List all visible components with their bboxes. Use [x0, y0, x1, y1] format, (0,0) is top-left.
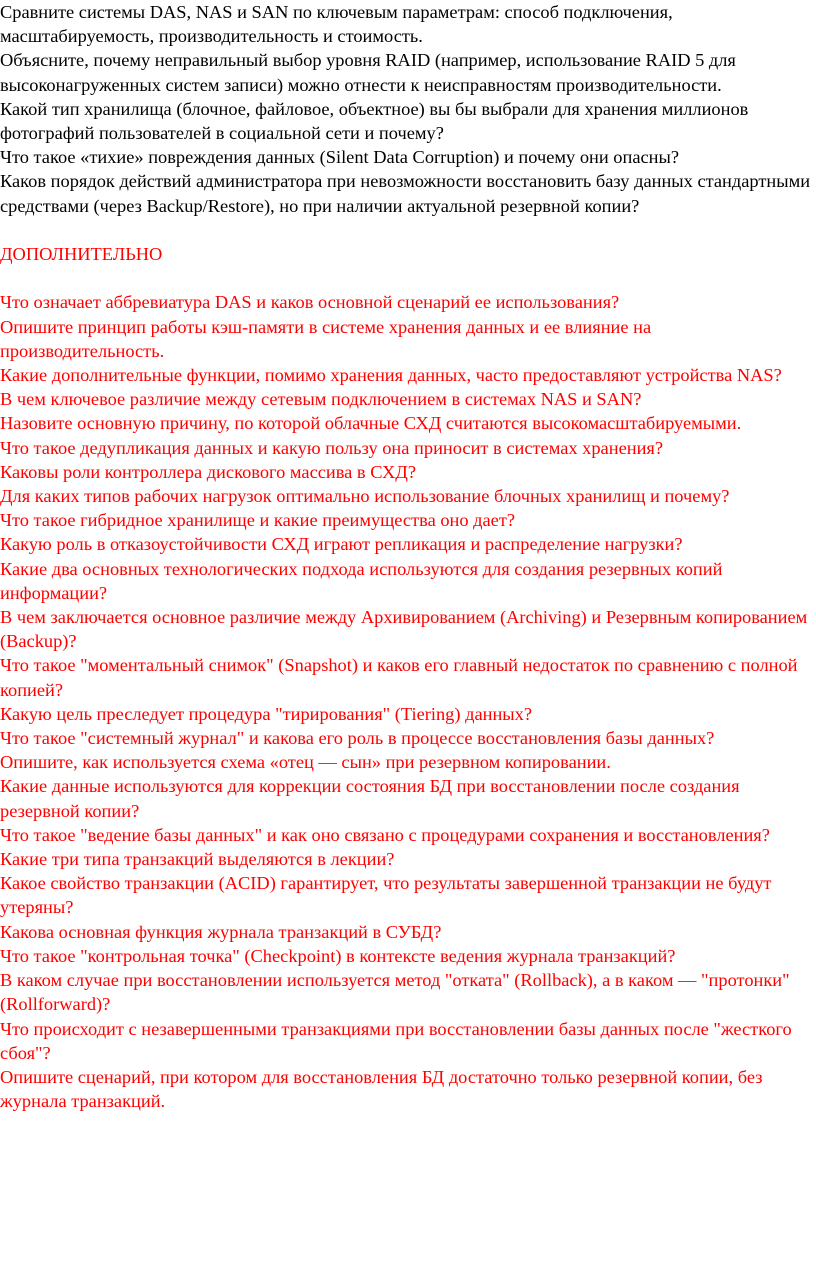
question: Какие дополнительные функции, помимо хранения данных, часто предоставляют устройства NAS? — [0, 365, 782, 386]
question: Опишите сценарий, при котором для восстановления БД достаточно только резервной копии, без журнала транзакций. — [0, 1066, 763, 1112]
question: Что такое "моментальный снимок" (Snapshot) и каков его главный недостаток по сравнению с полной копией? — [0, 655, 798, 700]
question: Объясните, почему неправильный выбор уровня RAID (например, использование RAID 5 для высоконагруженных систем записи) можно отнести к неисправностям производительности. — [0, 50, 736, 95]
question: Какой тип хранилища (блочное, файловое, объектное) вы бы выбрали для хранения миллионов фотографий пользователей в социальной сети и почему? — [0, 98, 749, 144]
question: Опишите принцип работы кэш-памяти в системе хранения данных и ее влияние на производительность. — [0, 316, 652, 361]
blank-line — [0, 218, 816, 242]
question: В каком случае при восстановлении используется метод "отката" (Rollback), а в каком — "протонки" (Rollforward)? — [0, 970, 790, 1015]
question: Что происходит с незавершенными транзакциями при восстановлении базы данных после "жесткого сбоя"? — [0, 1018, 792, 1063]
question: Опишите, как используется схема «отец — сын» при резервном копировании. — [0, 752, 611, 773]
intro-questions — [0, 0, 816, 218]
section-heading-block — [0, 242, 816, 266]
question: Что такое "контрольная точка" (Checkpoint) в контексте ведения журнала транзакций? — [0, 945, 676, 966]
question: Каков порядок действий администратора при невозможности восстановить базу данных стандартными средствами (через Backup/Restore), но при наличии актуальной резервной копии? — [0, 171, 811, 216]
question: Что такое "системный журнал" и какова его роль в процессе восстановления базы данных? — [0, 728, 715, 749]
question: Что такое «тихие» повреждения данных (Silent Data Corruption) и почему они опасны? — [0, 147, 680, 168]
question: Какие два основных технологических подхода используются для создания резервных копий информации? — [0, 558, 723, 603]
question: Каковы роли контроллера дискового массива в СХД? — [0, 461, 416, 482]
question: В чем заключается основное различие между Архивированием (Archiving) и Резервным копированием (Backup)? — [0, 607, 808, 652]
section-heading: ДОПОЛНИТЕЛЬНО — [0, 244, 163, 265]
question: Что такое гибридное хранилище и какие преимущества оно дает? — [0, 510, 516, 531]
question: Для каких типов рабочих нагрузок оптимально использование блочных хранилищ и почему? — [0, 486, 730, 507]
blank-line — [0, 266, 816, 290]
question: Сравните системы DAS, NAS и SAN по ключевым параметрам: способ подключения, масштабируемость, производительность и стоимость. — [0, 2, 673, 47]
question: Какую роль в отказоустойчивости СХД играют репликация и распределение нагрузки? — [0, 534, 683, 555]
question: В чем ключевое различие между сетевым подключением в системах NAS и SAN? — [0, 389, 642, 410]
question: Что такое дедупликация данных и какую пользу она приносит в системах хранения? — [0, 437, 664, 458]
question: Что такое "ведение базы данных" и как оно связано с процедурами сохранения и восстановления? — [0, 824, 770, 845]
question: Какую цель преследует процедура "тирирования" (Tiering) данных? — [0, 703, 532, 724]
question: Какова основная функция журнала транзакций в СУБД? — [0, 921, 442, 942]
question: Назовите основную причину, по которой облачные СХД считаются высокомасштабируемыми. — [0, 413, 742, 434]
question: Что означает аббревиатура DAS и каков основной сценарий ее использования? — [0, 292, 620, 313]
extra-questions — [0, 290, 816, 1113]
question: Какое свойство транзакции (ACID) гарантирует, что результаты завершенной транзакции не будут утеряны? — [0, 873, 772, 918]
question: Какие данные используются для коррекции состояния БД при восстановлении после создания резервной копии? — [0, 776, 740, 821]
question: Какие три типа транзакций выделяются в лекции? — [0, 849, 395, 870]
